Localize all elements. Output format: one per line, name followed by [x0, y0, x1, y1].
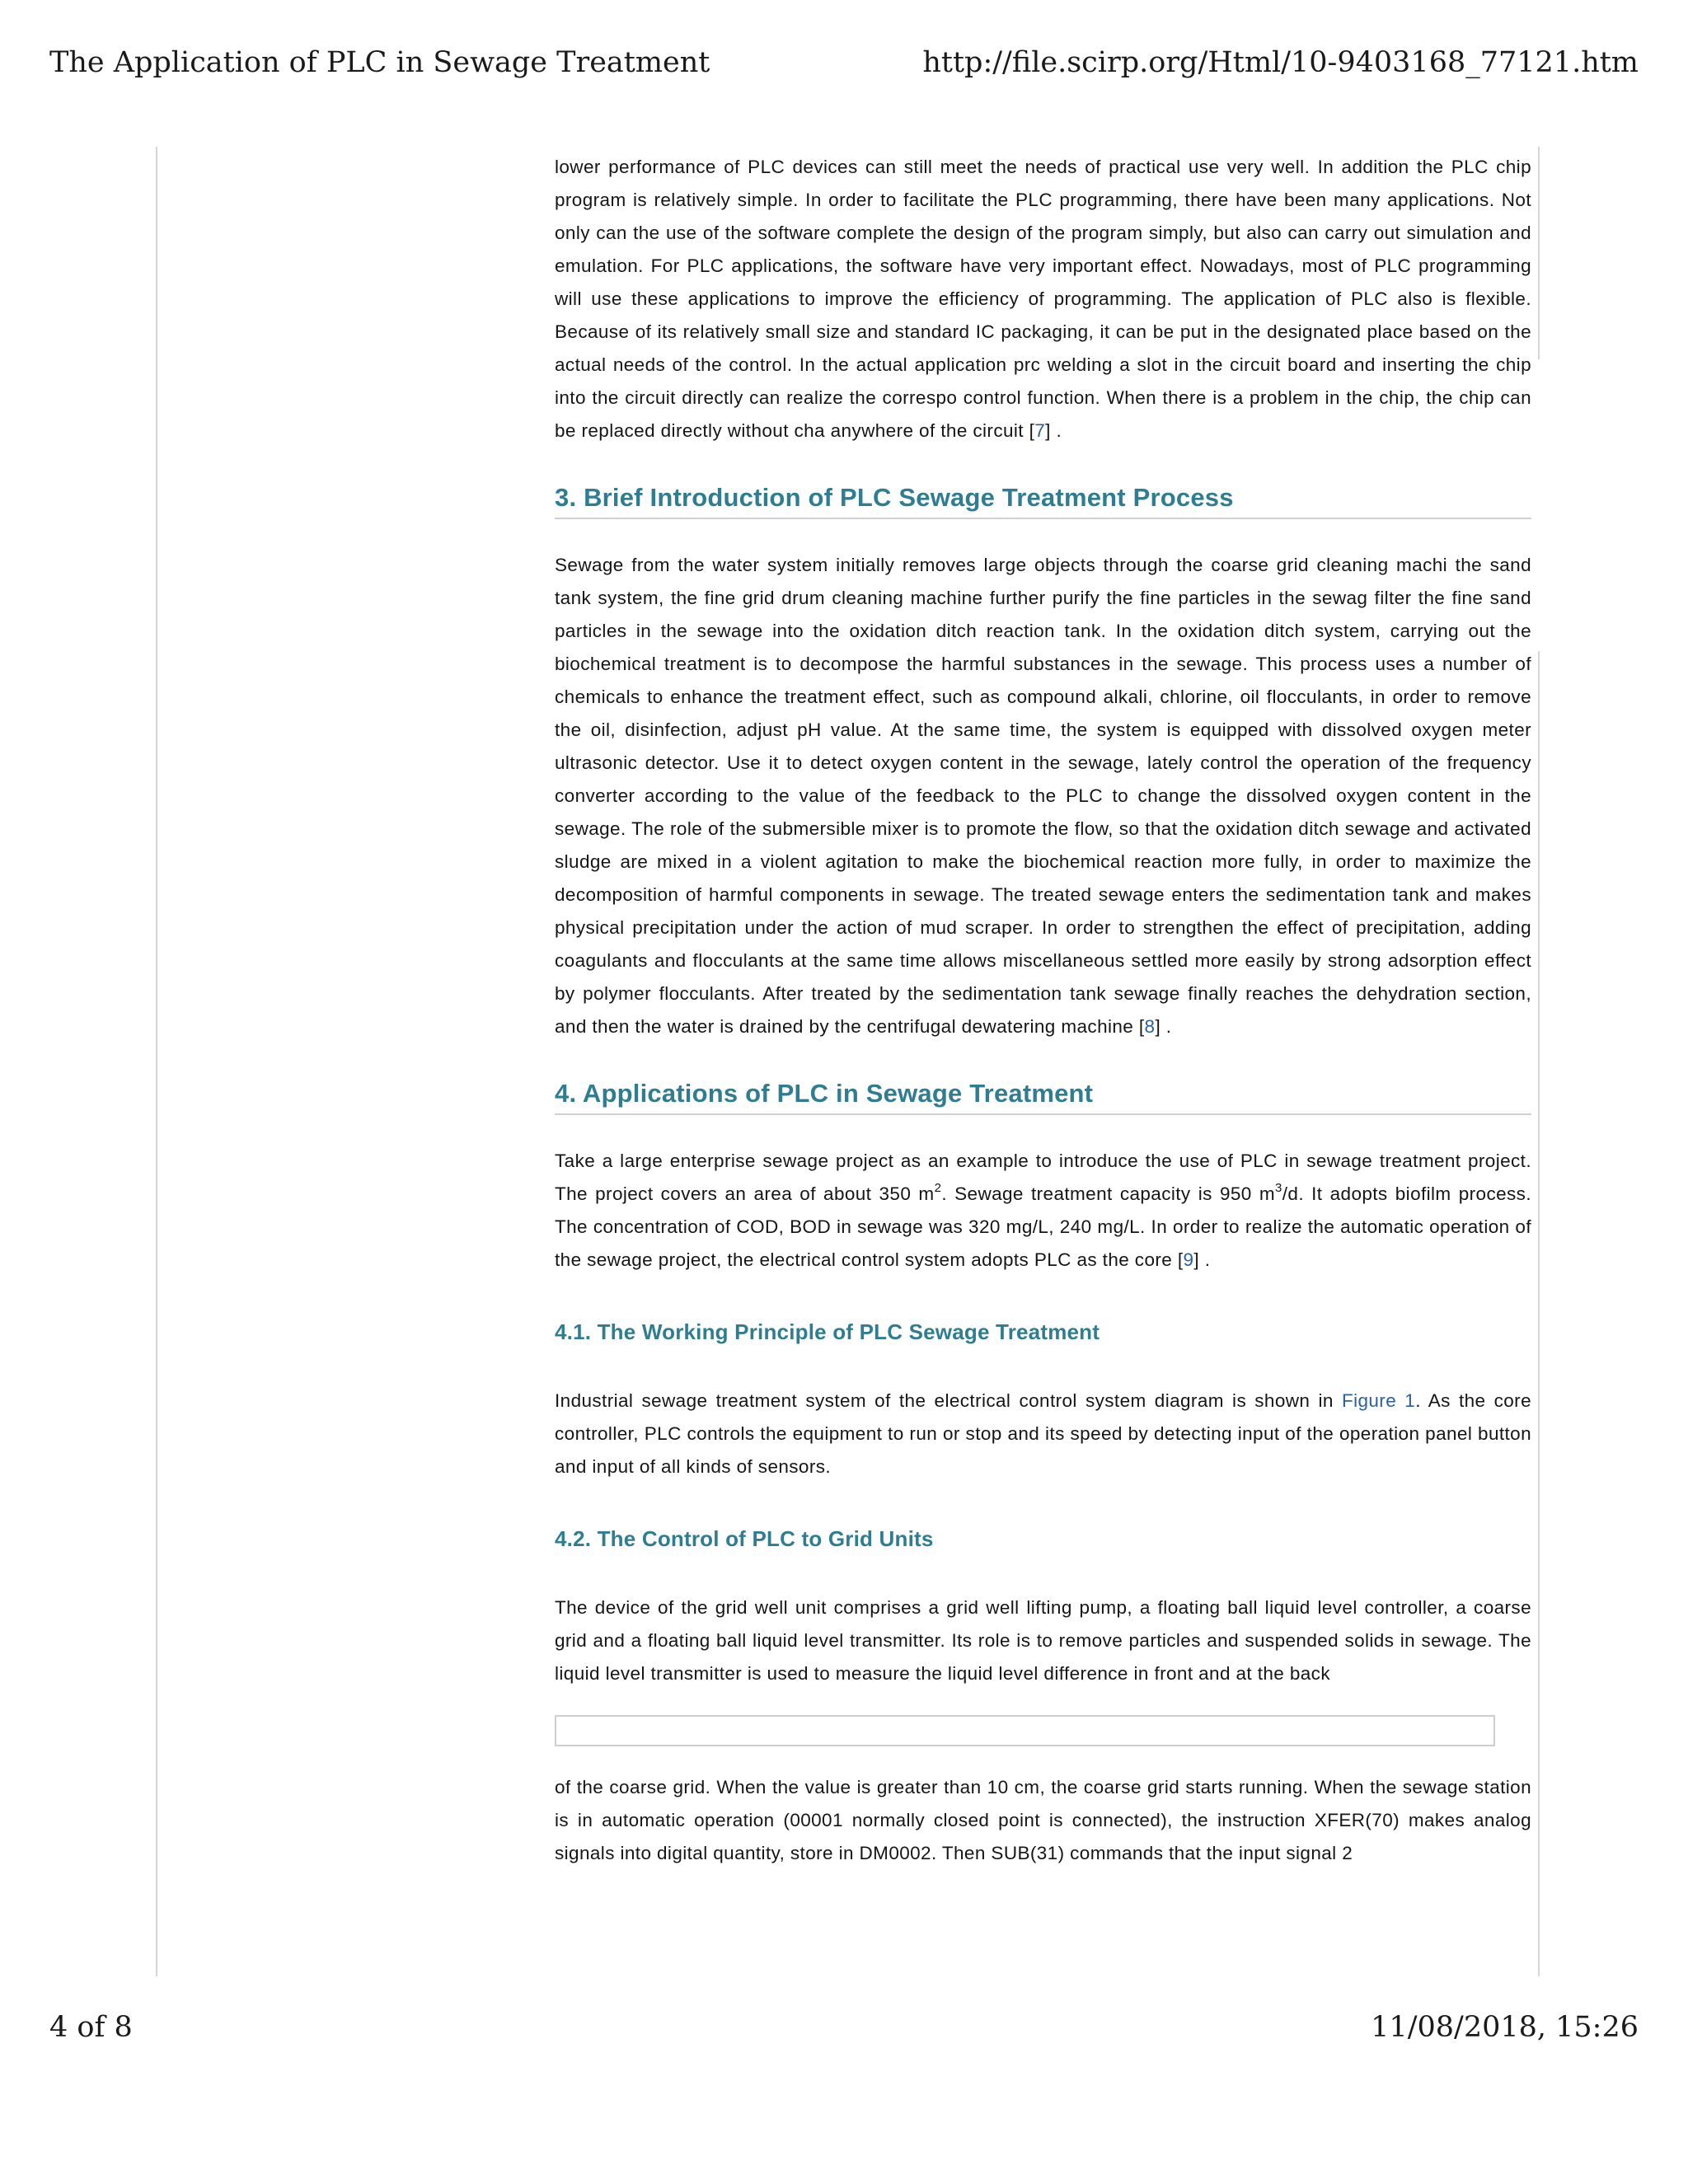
superscript-2: 2 — [934, 1180, 942, 1195]
section-4-2-heading: 4.2. The Control of PLC to Grid Units — [555, 1526, 934, 1551]
reference-link-7[interactable]: 7 — [1034, 420, 1046, 441]
reference-link-8[interactable]: 8 — [1144, 1016, 1156, 1037]
article-content — [555, 151, 1531, 1870]
page-frame-right-border-bottom — [1538, 651, 1540, 1976]
page-number: 4 of 8 — [49, 2011, 133, 2044]
page-frame-right-border-top — [1538, 147, 1540, 359]
section-3-paragraph — [555, 549, 1531, 1043]
section-4-text-3: /d. It adopts biofilm process. The concentration of COD, BOD in sewage was 320 mg/L, 240 mg/L. In order to realize the automatic operation of the sewage project, the electrical control system adopts PLC as the core [ — [555, 1183, 1531, 1270]
section-4-2-continued-paragraph: of the coarse grid. When the value is greater than 10 cm, the coarse grid starts running. When the sewage station is in automatic operation (00001 normally closed point is connected), the instruction XFER(70) makes analog signals into digital quantity, store in DM0002. Then SUB(31) commands that the input signal 2 — [555, 1777, 1531, 1863]
section-4-2-paragraph: The device of the grid well unit comprises a grid well lifting pump, a floating ball liquid level controller, a coarse grid and a floating ball liquid level transmitter. Its role is to remove particles and suspended solids in sewage. The liquid level transmitter is used to measure the liquid level difference in front and at the back — [555, 1597, 1531, 1684]
section-4-1-paragraph — [555, 1385, 1531, 1483]
section-3-heading: 3. Brief Introduction of PLC Sewage Treatment Process — [555, 483, 1531, 519]
section-4-1-heading: 4.1. The Working Principle of PLC Sewage Treatment — [555, 1319, 1100, 1344]
print-header-url: http://file.scirp.org/Html/10-9403168_77121.htm — [922, 46, 1639, 79]
print-datetime: 11/08/2018, 15:26 — [1371, 2011, 1639, 2044]
section-4-1-rest: . As the core controller, PLC controls the equipment to run or stop and its speed by detecting input of the operation panel button and input of all kinds of sensors. — [555, 1390, 1531, 1477]
intro-tail: ] . — [1045, 420, 1062, 441]
superscript-3: 3 — [1275, 1180, 1282, 1195]
figure-placeholder-box — [555, 1715, 1495, 1746]
figure-1-link[interactable]: Figure 1 — [1341, 1390, 1416, 1411]
intro-text: lower performance of PLC devices can still meet the needs of practical use very well. In addition the PLC chip program is relatively simple. In order to facilitate the PLC programming, there have been many applications. Not only can the use of the software complete the design of the program simply, but also can carry out simulation and emulation. For PLC applications, the software have very important effect. Nowadays, most of PLC programming will use these applications to improve the efficiency of programming. The application of PLC also is flexible. Because of its relatively small size and standard IC packaging, it can be put in the designated place based on the actual needs of the control. In the actual application prc welding a slot in the circuit board and inserting the chip into the circuit directly can realize the correspo control function. When there is a problem in the chip, the chip can be replaced directly without cha anywhere of the circuit [ — [555, 157, 1531, 441]
print-footer — [49, 2011, 1639, 2044]
reference-link-9[interactable]: 9 — [1183, 1249, 1194, 1270]
section-4-1-lead: Industrial sewage treatment system of the electrical control system diagram is shown in — [555, 1390, 1342, 1411]
section-4-heading: 4. Applications of PLC in Sewage Treatment — [555, 1079, 1531, 1115]
page-frame-left-border — [156, 147, 157, 1976]
print-header — [49, 46, 1639, 79]
print-header-title: The Application of PLC in Sewage Treatment — [49, 46, 710, 79]
section-4-text-2: . Sewage treatment capacity is 950 m — [941, 1183, 1276, 1204]
section-4-paragraph — [555, 1145, 1531, 1277]
intro-paragraph — [555, 151, 1531, 448]
section-4-tail: ] . — [1193, 1249, 1211, 1270]
section-4-text-1: Take a large enterprise sewage project as an example to introduce the use of PLC in sewage treatment project. The project covers an area of about 350 m — [555, 1151, 1531, 1204]
section-3-tail: ] . — [1155, 1016, 1172, 1037]
section-3-text: Sewage from the water system initially removes large objects through the coarse grid cleaning machi the sand tank system, the fine grid drum cleaning machine further purify the fine particles in the sewag filter the fine sand particles in the sewage into the oxidation ditch reaction tank. In the oxidation ditch system, carrying out the biochemical treatment is to decompose the harmful substances in the sewage. This process uses a number of chemicals to enhance the treatment effect, such as compound alkali, chlorine, oil flocculants, in order to remove the oil, disinfection, adjust pH value. At the same time, the system is equipped with dissolved oxygen meter ultrasonic detector. Use it to detect oxygen content in the sewage, lately control the operation of the frequency converter according to the value of the feedback to the PLC to change the dissolved oxygen content in the sewage. The role of the submersible mixer is to promote the flow, so that the oxidation ditch sewage and activated sludge are mixed in a violent agitation to make the biochemical reaction more fully, in order to maximize the decomposition of harmful components in sewage. The treated sewage enters the sedimentation tank and makes physical precipitation under the action of mud scraper. In order to strengthen the effect of precipitation, adding coagulants and flocculants at the same time allows miscellaneous settled more easily by strong adsorption effect by polymer flocculants. After treated by the sedimentation tank sewage finally reaches the dehydration section, and then the water is drained by the centrifugal dewatering machine [ — [555, 555, 1531, 1037]
